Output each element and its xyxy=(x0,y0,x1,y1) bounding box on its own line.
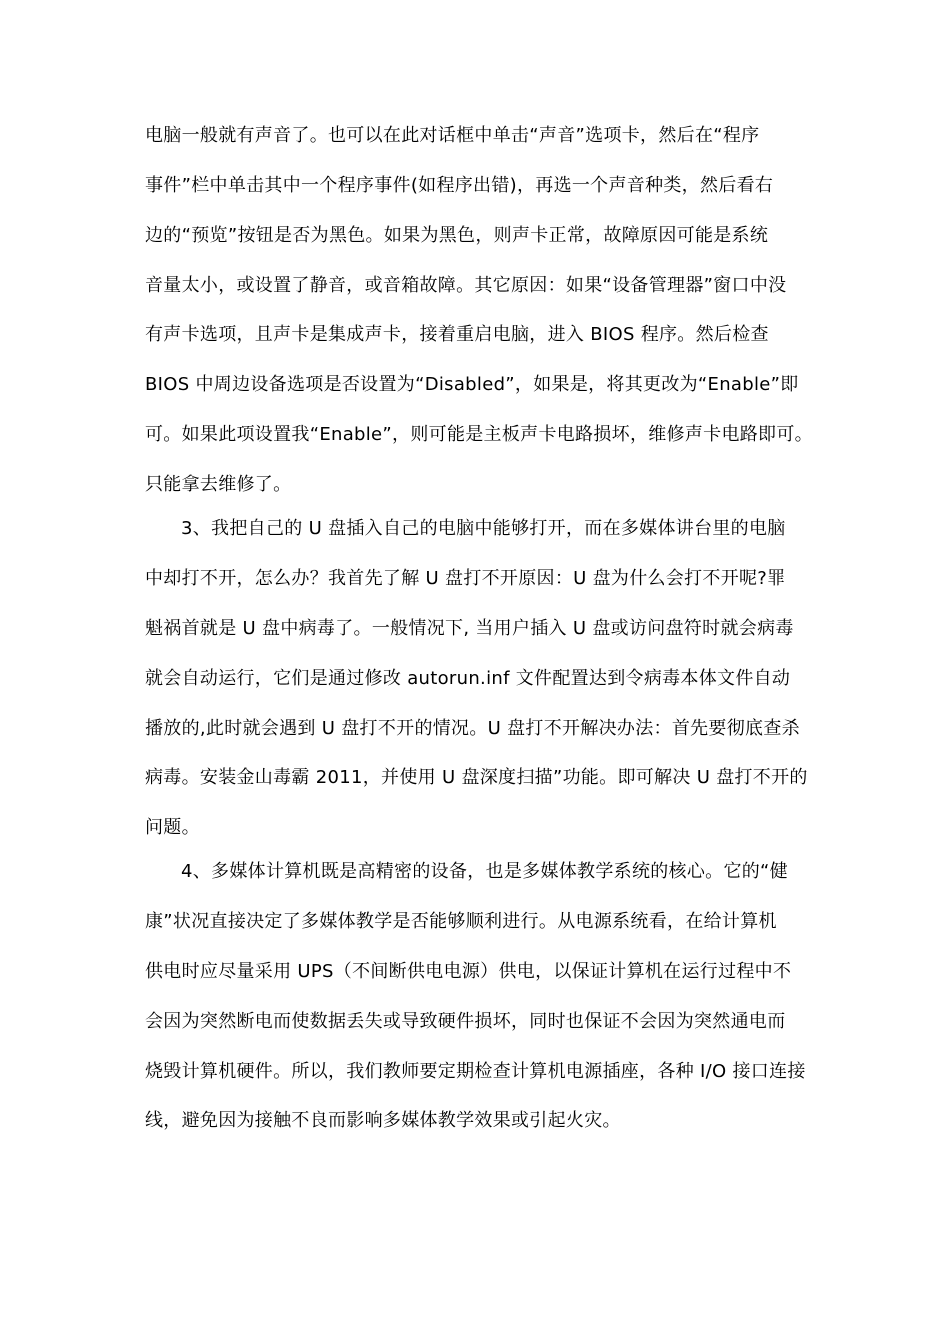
text-line: 有声卡选项，且声卡是集成声卡，接着重启电脑，进入 BIOS 程序。然后检查 xyxy=(145,324,769,345)
text-line: 电脑一般就有声音了。也可以在此对话框中单击“声音”选项卡，然后在“程序 xyxy=(145,125,760,146)
text-line: 只能拿去维修了。 xyxy=(145,474,292,495)
text-line: 音量太小，或设置了静音，或音箱故障。其它原因：如果“设备管理器”窗口中没 xyxy=(145,275,787,296)
paragraph-4-first-line: 4、多媒体计算机既是高精密的设备，也是多媒体教学系统的核心。它的“健 xyxy=(181,861,788,882)
text-line: 中却打不开，怎么办？我首先了解 U 盘打不开原因：U 盘为什么会打不开呢?罪 xyxy=(145,568,786,589)
text-line: 事件”栏中单击其中一个程序事件(如程序出错)，再选一个声音种类，然后看右 xyxy=(145,175,774,196)
text-line: 会因为突然断电而使数据丢失或导致硬件损坏，同时也保证不会因为突然通电而 xyxy=(145,1011,786,1032)
text-line: 病毒。安装金山毒霸 2011，并使用 U 盘深度扫描”功能。即可解决 U 盘打不开的 xyxy=(145,767,808,788)
text-line: 烧毁计算机硬件。所以，我们教师要定期检查计算机电源插座，各种 I/O 接口连接 xyxy=(145,1061,806,1082)
text-line: 康”状况直接决定了多媒体教学是否能够顺利进行。从电源系统看，在给计算机 xyxy=(145,911,777,932)
paragraph-3-first-line: 3、我把自己的 U 盘插入自己的电脑中能够打开，而在多媒体讲台里的电脑 xyxy=(181,518,786,539)
text-line: 可。如果此项设置我“Enable”，则可能是主板声卡电路损坏，维修声卡电路即可。 xyxy=(145,424,813,445)
text-line: 就会自动运行，它们是通过修改 autorun.inf 文件配置达到令病毒本体文件自动 xyxy=(145,668,791,689)
text-line: 线，避免因为接触不良而影响多媒体教学效果或引起火灾。 xyxy=(145,1110,621,1131)
text-line: 魁祸首就是 U 盘中病毒了。一般情况下, 当用户插入 U 盘或访问盘符时就会病毒 xyxy=(145,618,794,639)
text-line: 问题。 xyxy=(145,817,200,838)
text-line: 供电时应尽量采用 UPS（不间断供电电源）供电，以保证计算机在运行过程中不 xyxy=(145,961,792,982)
text-line: 播放的,此时就会遇到 U 盘打不开的情况。U 盘打不开解决办法：首先要彻底查杀 xyxy=(145,718,800,739)
text-line: BIOS 中周边设备选项是否设置为“Disabled”，如果是，将其更改为“Enable”即 xyxy=(145,374,799,395)
text-line: 边的“预览”按钮是否为黑色。如果为黑色，则声卡正常，故障原因可能是系统 xyxy=(145,225,769,246)
